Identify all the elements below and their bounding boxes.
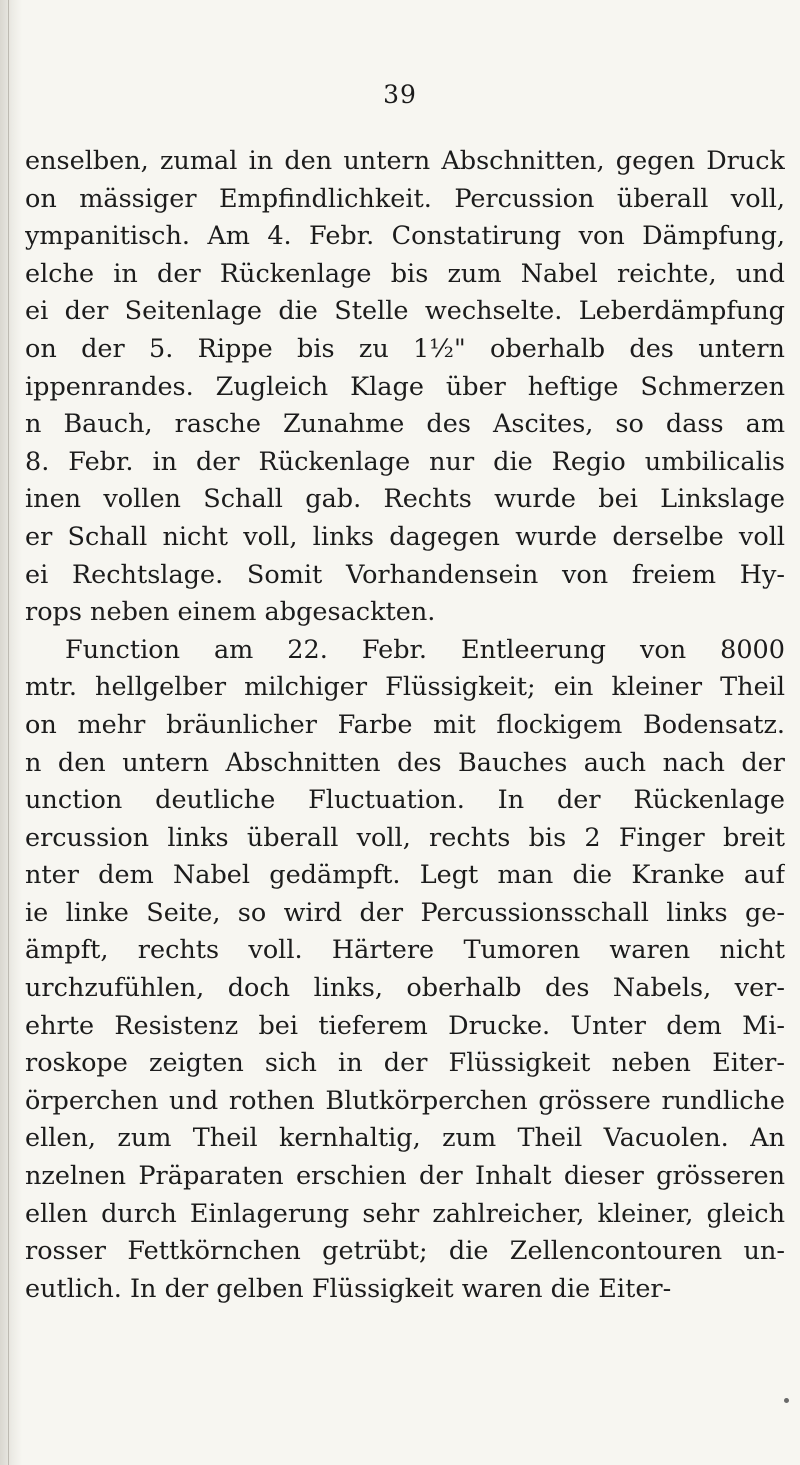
binding-gutter-shadow <box>0 0 22 1465</box>
text-line-4: elche in der Rückenlage bis zum Nabel reichte, und <box>25 258 785 289</box>
text-line-3: ympanitisch. Am 4. Febr. Constatirung von Dämpfung, <box>25 221 785 252</box>
text-line-2: on mässiger Empfindlichkeit. Percussion überall voll, <box>25 183 785 214</box>
text-line-6: on der 5. Rippe bis zu 1½" oberhalb des untern <box>25 333 785 364</box>
text-line-5: ei der Seitenlage die Stelle wechselte. Leberdämpfung <box>25 296 785 327</box>
text-line-12: ei Rechtslage. Somit Vorhandensein von freiem Hy- <box>25 559 785 590</box>
text-line-20: nter dem Nabel gedämpft. Legt man die Kranke auf <box>25 860 785 891</box>
ink-speck <box>784 1398 789 1403</box>
text-line-22: ämpft, rechts voll. Härtere Tumoren waren nicht <box>25 935 785 966</box>
text-line-24: ehrte Resistenz bei tieferem Drucke. Unter dem Mi- <box>25 1010 785 1041</box>
text-line-18: unction deutliche Fluctuation. In der Rückenlage <box>25 785 785 816</box>
text-line-19: ercussion links überall voll, rechts bis 2 Finger breit <box>25 822 785 853</box>
text-line-30: rosser Fettkörnchen getrübt; die Zellencontouren un- <box>25 1236 785 1267</box>
text-line-27: ellen, zum Theil kernhaltig, zum Theil Vacuolen. An <box>25 1123 785 1154</box>
text-line-14: Function am 22. Febr. Entleerung von 8000 <box>65 634 785 665</box>
text-line-26: örperchen und rothen Blutkörperchen grössere rundliche <box>25 1085 785 1116</box>
text-line-13: rops neben einem abgesackten. <box>25 597 436 628</box>
text-line-11: er Schall nicht voll, links dagegen wurde derselbe voll <box>25 521 785 552</box>
binding-gutter-line <box>8 0 9 1465</box>
body-text <box>25 143 785 1308</box>
text-line-9: 8. Febr. in der Rückenlage nur die Regio umbilicalis <box>25 446 785 477</box>
text-line-10: inen vollen Schall gab. Rechts wurde bei Linkslage <box>25 484 785 515</box>
page-number: 39 <box>383 80 417 109</box>
text-line-21: ie linke Seite, so wird der Percussionsschall links ge- <box>25 897 785 928</box>
text-line-25: roskope zeigten sich in der Flüssigkeit neben Eiter- <box>25 1048 785 1079</box>
text-line-15: mtr. hellgelber milchiger Flüssigkeit; ein kleiner Theil <box>25 672 785 703</box>
text-line-29: ellen durch Einlagerung sehr zahlreicher, kleiner, gleich <box>25 1198 785 1229</box>
text-line-16: on mehr bräunlicher Farbe mit flockigem Bodensatz. <box>25 709 785 740</box>
text-line-17: n den untern Abschnitten des Bauches auch nach der <box>25 747 785 778</box>
text-line-31: eutlich. In der gelben Flüssigkeit waren die Eiter- <box>25 1273 672 1304</box>
text-line-1: enselben, zumal in den untern Abschnitten, gegen Druck <box>25 146 785 176</box>
text-line-7: ippenrandes. Zugleich Klage über heftige Schmerzen <box>25 371 785 402</box>
text-line-28: nzelnen Präparaten erschien der Inhalt dieser grösseren <box>25 1161 785 1192</box>
text-line-23: urchzufühlen, doch links, oberhalb des Nabels, ver- <box>25 973 785 1004</box>
text-line-8: n Bauch, rasche Zunahme des Ascites, so dass am <box>25 409 785 440</box>
